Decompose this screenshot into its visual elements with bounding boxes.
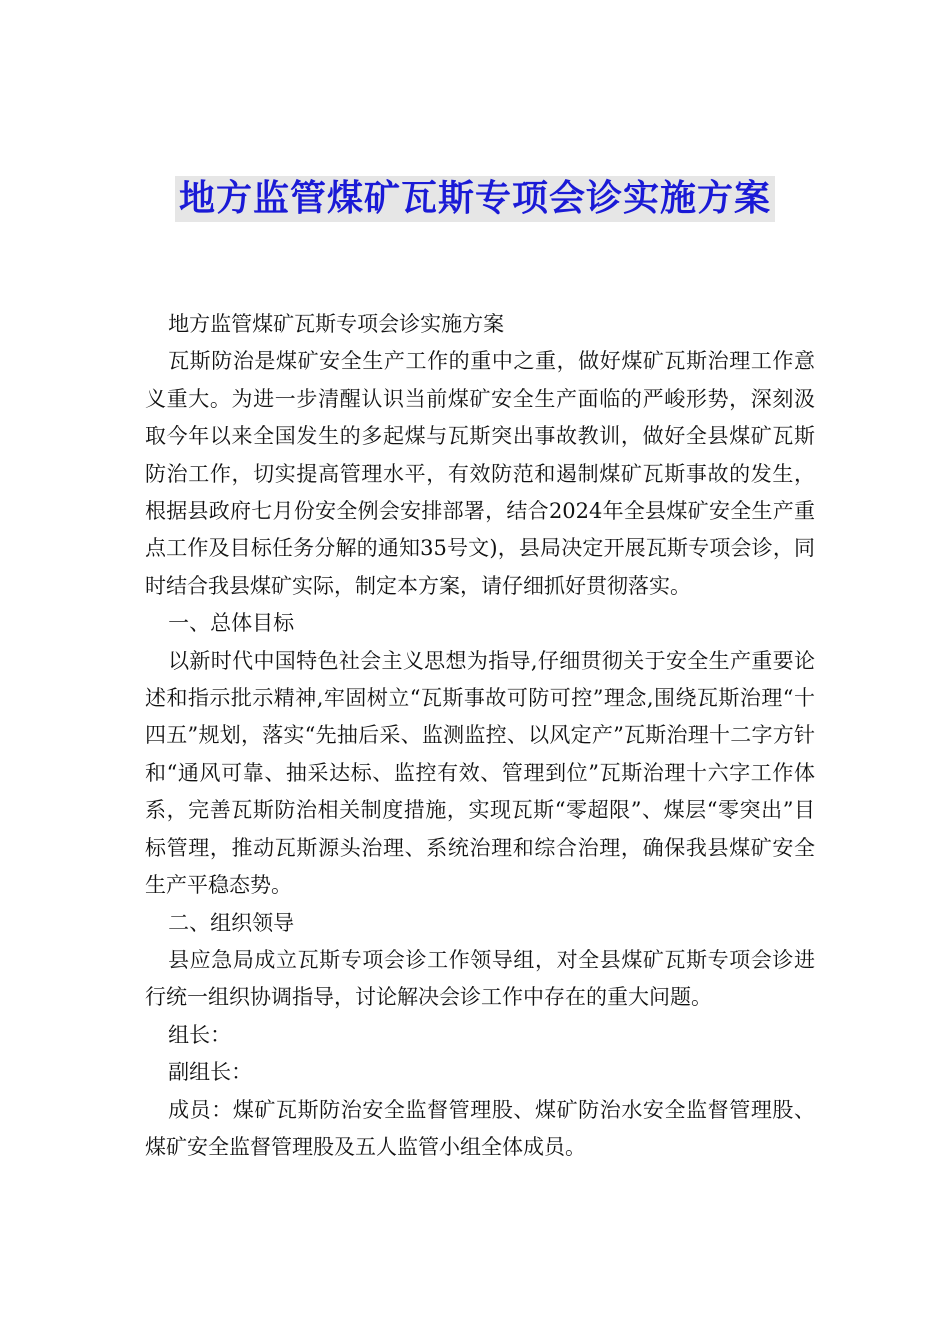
leadership-paragraph: 县应急局成立瓦斯专项会诊工作领导组，对全县煤矿瓦斯专项会诊进行统一组织协调指导，讨论解决会诊工作中存在的重大问题。: [145, 947, 815, 1010]
subtitle-paragraph: 地方监管煤矿瓦斯专项会诊实施方案: [168, 312, 505, 336]
section-heading-goals: 一、总体目标: [168, 611, 295, 636]
document-body: [145, 306, 815, 1166]
title-container: [0, 176, 950, 222]
goals-paragraph: 以新时代中国特色社会主义思想为指导,仔细贯彻关于安全生产重要论述和指示批示精神,牢固树立“瓦斯事故可防可控”理念,围绕瓦斯治理“十四五”规划，落实“先抽后采、监测监控、以风定产”瓦斯治理十二字方针和“通风可靠、抽采达标、监控有效、管理到位”瓦斯治理十六字工作体系，完善瓦斯防治相关制度措施，实现瓦斯“零超限”、煤层“零突出”目标管理，推动瓦斯源头治理、系统治理和综合治理，确保我县煤矿安全生产平稳态势。: [145, 648, 815, 898]
intro-paragraph: 瓦斯防治是煤矿安全生产工作的重中之重，做好煤矿瓦斯治理工作意义重大。为进一步清醒认识当前煤矿安全生产面临的严峻形势，深刻汲取今年以来全国发生的多起煤与瓦斯突出事故教训，做好全县煤矿瓦斯防治工作，切实提高管理水平，有效防范和遏制煤矿瓦斯事故的发生，根据县政府七月份安全例会安排部署，结合2024年全县煤矿安全生产重点工作及目标任务分解的通知35号文)，县局决定开展瓦斯专项会诊，同时结合我县煤矿实际，制定本方案，请仔细抓好贯彻落实。: [145, 349, 815, 598]
document-title: 地方监管煤矿瓦斯专项会诊实施方案: [175, 176, 775, 222]
team-leader-line: 组长：: [168, 1022, 232, 1047]
section-heading-leadership: 二、组织领导: [168, 910, 295, 935]
members-paragraph: 成员：煤矿瓦斯防治安全监督管理股、煤矿防治水安全监督管理股、煤矿安全监督管理股及五人监管小组全体成员。: [145, 1097, 815, 1159]
deputy-leader-line: 副组长：: [168, 1060, 253, 1085]
